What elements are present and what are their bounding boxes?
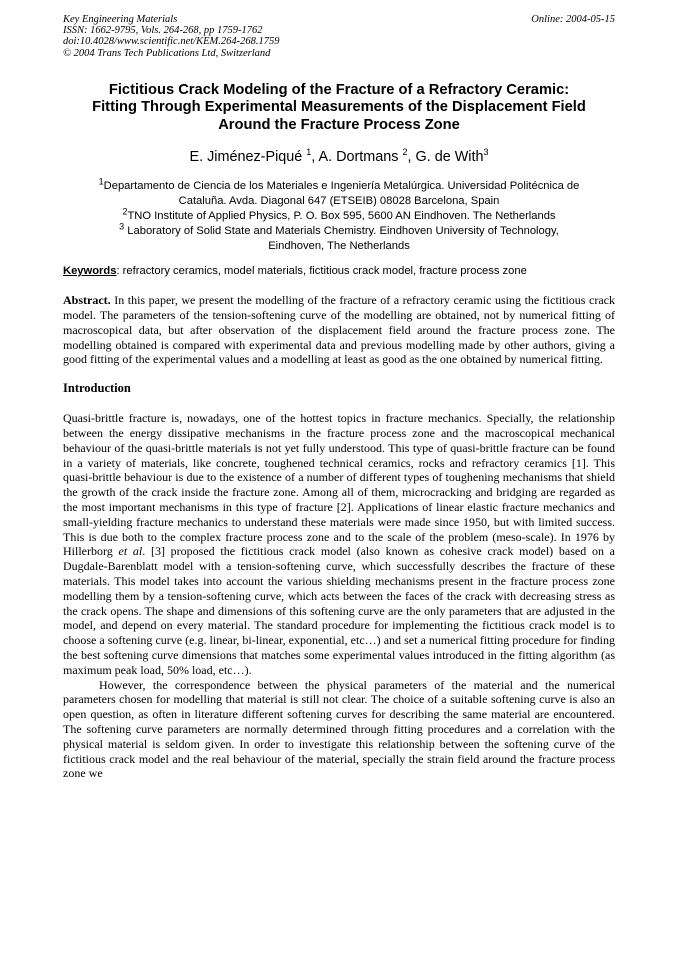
affiliations — [63, 176, 615, 253]
journal-header — [63, 14, 615, 59]
journal-name: Key Engineering Materials — [63, 14, 178, 25]
section-heading-introduction: Introduction — [63, 381, 131, 396]
affil-number: 3 — [119, 220, 125, 231]
affil-number: 1 — [98, 176, 104, 187]
keywords-colon: : — [116, 265, 120, 278]
author-name: E. Jiménez-Piqué — [189, 149, 303, 166]
intro-paragraph-1: Quasi-brittle fracture is, nowadays, one of the hottest topics in fracture mechanics. Specially, the relationship between the energy dissipative mechanisms in the fracture process zone and the macroscopical mechanical behaviour of the quasi-brittle materials is not yet fully understood. This type of quasi-brittle fracture can be found in a variety of materials, like concrete, toughened technical ceramics, rocks and refractory ceramics [1]. This quasi-brittle behaviour is due to the existence of a number of different types of toughening mechanisms that shield the growth of the crack inside the fracture zone. Among all of them, microcracking and bridging are regarded as the most important mechanisms in this type of fracture [2]. Applications of linear elastic fracture mechanics and small-yielding fracture mechanics to understand these materials were made since 1950, but with limited success. This is due both to the complex fracture process zone and to the scale of the problem (meso-scale). In 1976 by Hillerborg et al. [3] proposed the fictitious crack model (also known as cohesive crack model) based on a Dugdale-Barenblatt model with a tension-softening curve, which successfully describes the fracture of these materials. This model takes into account the various shielding mechanisms present in the fracture process zone modelling them by a tension-softening curve, which acts between the faces of the crack with decreasing stress as the crack opens. The shape and dimensions of this softening curve are the only parameters that are adjusted in the model, and depend on every material. The standard procedure for implementing the fictitious crack model is to choose a softening curve (e.g. linear, bi-linear, exponential, etc…) and set a numerical fitting procedure for finding the best softening curve dimensions that matches some experimental values introduced in the fitting algorithm (as maximum peak load, 50% load, etc…). — [63, 411, 615, 677]
affiliation-1-cont: Cataluña. Avda. Diagonal 647 (ETSEIB) 08028 Barcelona, Spain — [178, 195, 500, 208]
keywords-label: Keywords — [63, 265, 117, 278]
intro-paragraph-2: However, the correspondence between the physical parameters of the material and the numerical parameters chosen for modelling that material is still not clear. The choice of a suitable softening curve is also an open question, as often in literature different softening curves for describing the same material are encountered. The softening curve parameters are normally determined through fitting procedures and a correlation with the physical material is seldom given. In order to investigate this relationship between the softening curve of the fictitious crack model and the real behaviour of the material, specially the strain field around the fracture process zone we — [63, 677, 615, 781]
online-date: Online: 2004-05-15 — [531, 14, 615, 25]
affiliation-1: $^1$Departamento de Ciencia de los Materiales e Ingeniería Metalúrgica. Universidad Politécnica de — [98, 176, 580, 193]
title-line: Around the Fracture Process Zone — [218, 116, 460, 133]
keywords — [63, 265, 615, 277]
affiliation-2: $^2$TNO Institute of Applied Physics, P. O. Box 595, 5600 AN Eindhoven. The Netherlands — [122, 206, 556, 222]
paper-page — [63, 14, 615, 781]
author-name: G. de With — [415, 149, 484, 166]
abstract-label: Abstract. — [63, 293, 111, 308]
affil-number: 2 — [122, 206, 128, 217]
affiliation-3-cont: Eindhoven, The Netherlands — [268, 239, 410, 252]
author-affil-mark: 1 — [306, 147, 312, 158]
journal-issn: ISSN: 1662-9795, Vols. 264-268, pp 1759-1762 — [63, 25, 263, 37]
abstract-text: In this paper, we present the modelling of the fracture of a refractory ceramic using the fictitious crack model. The parameters of the tension-softening curve of the modelling are obtained, not by numerical fitting of macroscopical data, but after observation of the displacement field around the fracture process zone. The modelling obtained is compared with experimental data and previous modelling made by other authors, giving a good fitting of the experimental values and a modelling at least as good as the one obtained by numerical fitting. — [63, 293, 615, 367]
paper-title — [63, 82, 615, 135]
title-line: Fitting Through Experimental Measurements of the Displacement Field — [92, 99, 586, 116]
author-separator: , — [407, 149, 416, 166]
italic-et-al: et al — [118, 544, 143, 559]
author-name: A. Dortmans — [318, 149, 399, 166]
author-affil-mark: 2 — [402, 147, 408, 158]
affiliation-3: $^3$ Laboratory of Solid State and Materials Chemistry. Eindhoven University of Technology, — [119, 220, 559, 237]
journal-copyright: © 2004 Trans Tech Publications Ltd, Switzerland — [63, 47, 271, 59]
title-line: Fictitious Crack Modeling of the Fracture of a Refractory Ceramic: — [108, 81, 570, 98]
author-affil-mark: 3 — [483, 147, 489, 158]
journal-doi: doi:10.4028/www.scientific.net/KEM.264-268.1759 — [63, 36, 280, 48]
abstract — [63, 293, 615, 367]
keywords-text: refractory ceramics, model materials, fictitious crack model, fracture process zone — [119, 265, 527, 278]
author-separator: , — [311, 149, 319, 166]
author-list — [63, 149, 615, 165]
